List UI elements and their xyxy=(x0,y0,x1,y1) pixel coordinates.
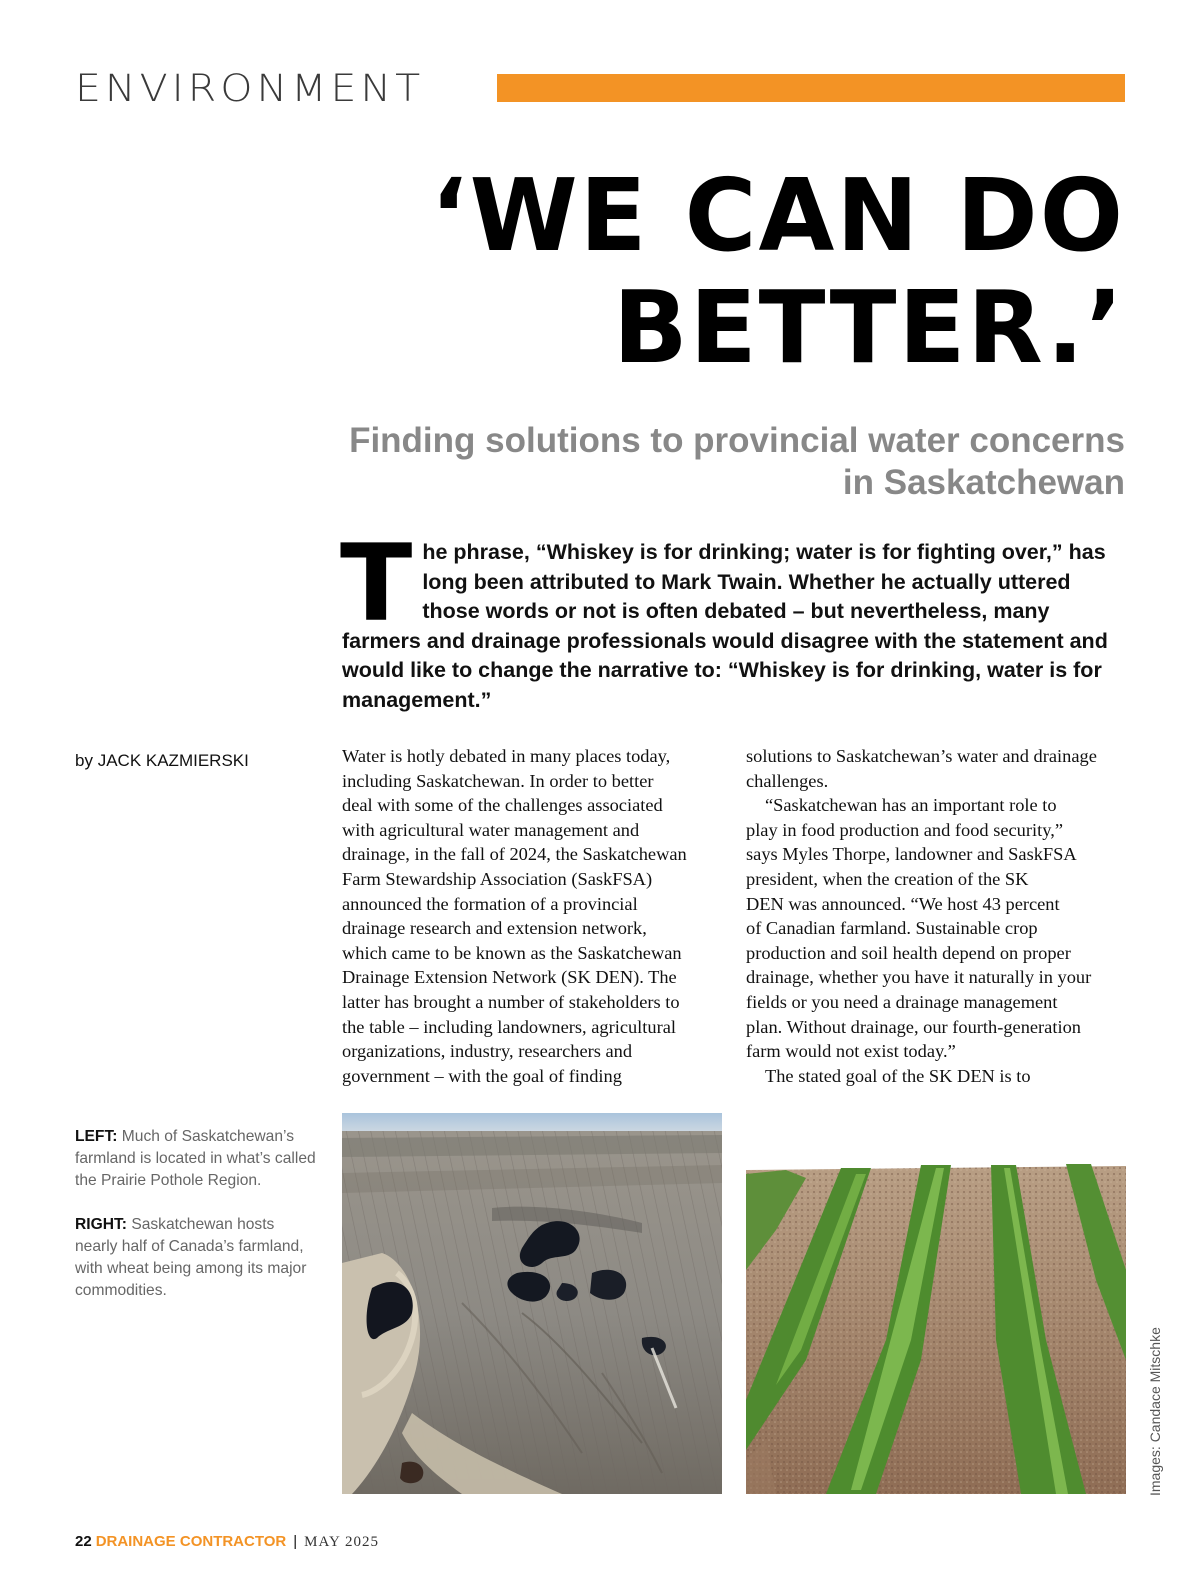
section-accent-bar xyxy=(497,74,1125,102)
photo-credit: Images: Candace Mitschke xyxy=(1147,1327,1163,1496)
body-line: which came to be known as the Saskatchewan xyxy=(342,942,682,963)
body-line: president, when the creation of the SK xyxy=(746,868,1029,889)
lede-text: he phrase, “Whiskey is for drinking; water is for fighting over,” has long been attributed to Mark Twain. Whether he actually uttered those words or not is often debated – but nevertheless, many farmers and drainage professionals would disagree with the statement and would like to change the narrative to: “Whiskey is for drinking, water is for management.” xyxy=(342,540,1108,712)
body-line: government – with the goal of finding xyxy=(342,1065,622,1086)
caption-left-tag: LEFT: xyxy=(75,1128,118,1145)
headline xyxy=(243,157,1125,386)
byline-author: JACK KAZMIERSKI xyxy=(97,751,249,770)
body-paragraph xyxy=(746,793,1126,1064)
body-line: says Myles Thorpe, landowner and SaskFSA xyxy=(746,844,1077,865)
body-line: Drainage Extension Network (SK DEN). The xyxy=(342,967,677,988)
body-line: The stated goal of the SK DEN is to xyxy=(765,1065,1031,1086)
body-line: including Saskatchewan. In order to better xyxy=(342,770,654,791)
body-line: Water is hotly debated in many places today, xyxy=(342,746,671,766)
body-line: the table – including landowners, agricultural xyxy=(342,1016,676,1037)
body-line: deal with some of the challenges associated xyxy=(342,795,663,816)
body-line: challenges. xyxy=(746,770,829,791)
caption-right xyxy=(75,1214,320,1302)
body-line: solutions to Saskatchewan’s water and drainage xyxy=(746,746,1097,766)
body-line: drainage, in the fall of 2024, the Saskatchewan xyxy=(342,844,687,865)
body-line: with agricultural water management and xyxy=(342,819,640,840)
body-line: DEN was announced. “We host 43 percent xyxy=(746,893,1060,914)
photo-prairie-pothole xyxy=(342,1113,722,1494)
body-line: farm would not exist today.” xyxy=(746,1041,956,1062)
body-line: Farm Stewardship Association (SaskFSA) xyxy=(342,868,653,889)
subhead-line-2: in Saskatchewan xyxy=(842,463,1125,502)
body-column-right xyxy=(746,744,1126,1088)
caption-left xyxy=(75,1126,320,1192)
body-line: play in food production and food security,” xyxy=(746,819,1063,840)
issue-date: MAY 2025 xyxy=(304,1534,379,1550)
subhead-line-1: Finding solutions to provincial water concerns xyxy=(349,421,1125,460)
wheat-rows-illustration xyxy=(746,1160,1126,1494)
headline-line-1: ‘WE CAN DO xyxy=(430,157,1125,274)
body-line: announced the formation of a provincial xyxy=(342,893,638,914)
section-header xyxy=(75,62,1125,114)
byline xyxy=(75,751,249,771)
section-label: ENVIRONMENT xyxy=(75,65,425,111)
drop-cap: T xyxy=(340,522,413,645)
page-number: 22 xyxy=(75,1533,92,1550)
body-line: organizations, industry, researchers and xyxy=(342,1041,633,1062)
body-line: production and soil health depend on proper xyxy=(746,942,1071,963)
photo-wheat-rows xyxy=(746,1160,1126,1494)
photo-captions xyxy=(75,1126,320,1324)
byline-prefix: by xyxy=(75,751,93,770)
footer-separator: | xyxy=(293,1533,298,1550)
caption-left-text: Much of Saskatchewan’s farmland is located in what’s called the Prairie Pothole Region. xyxy=(75,1128,316,1189)
body-paragraph xyxy=(746,744,1126,793)
headline-line-2: BETTER.’ xyxy=(613,269,1125,386)
body-line: of Canadian farmland. Sustainable crop xyxy=(746,918,1038,939)
lede-paragraph xyxy=(340,522,1125,715)
body-line: drainage research and extension network, xyxy=(342,918,647,939)
body-paragraph xyxy=(342,744,722,1088)
body-line: plan. Without drainage, our fourth-generation xyxy=(746,1016,1081,1037)
body-line: fields or you need a drainage management xyxy=(746,991,1058,1012)
caption-right-text: Saskatchewan hosts nearly half of Canada’s farmland, with wheat being among its major commodities. xyxy=(75,1216,307,1299)
body-column-left xyxy=(342,744,722,1088)
subhead xyxy=(225,420,1125,504)
aerial-landscape-illustration xyxy=(342,1113,722,1494)
body-paragraph xyxy=(746,1064,1126,1089)
body-line: drainage, whether you have it naturally in your xyxy=(746,967,1092,988)
page-footer xyxy=(75,1533,379,1551)
body-line: “Saskatchewan has an important role to xyxy=(765,795,1057,816)
body-line: latter has brought a number of stakeholders to xyxy=(342,991,680,1012)
magazine-name: DRAINAGE CONTRACTOR xyxy=(95,1533,287,1550)
caption-right-tag: RIGHT: xyxy=(75,1216,127,1233)
